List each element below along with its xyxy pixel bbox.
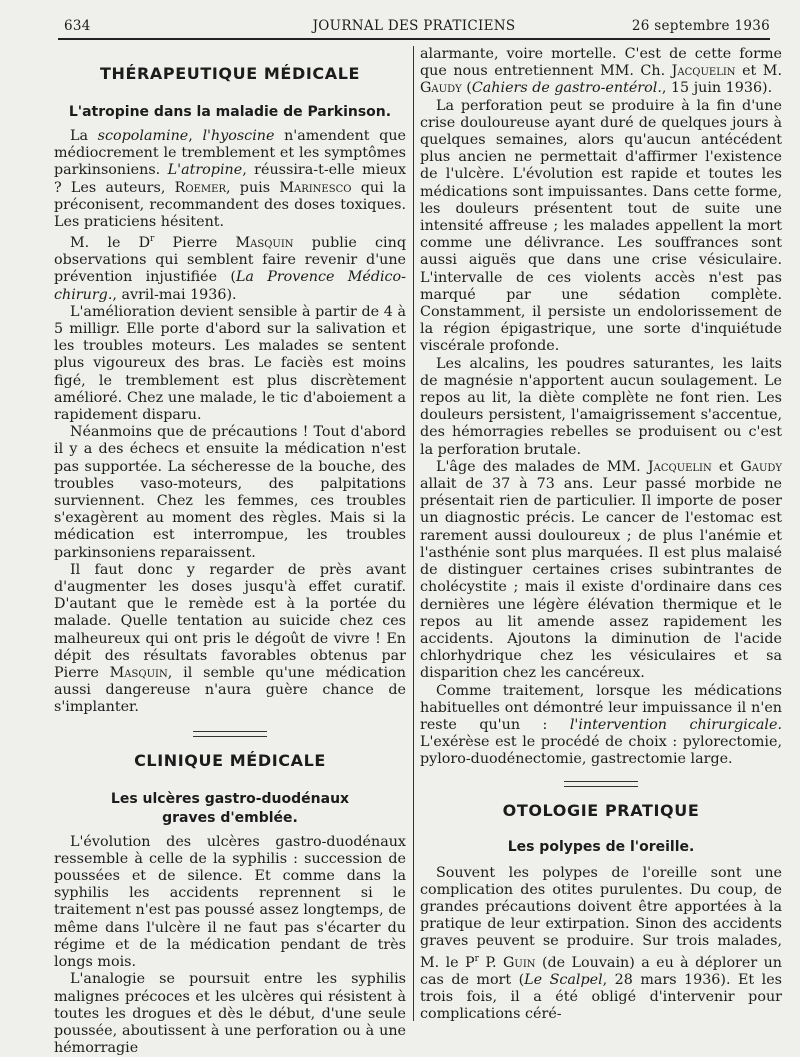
issue-date: 26 septembre 1936	[631, 18, 770, 34]
paragraph-continued: alarmante, voire mortelle. C'est de cette forme que nous entretiennent MM. Ch. Jacquelin et M. Gaudy (Cahiers de gastro-entérol., 15 juin 1936).	[420, 46, 782, 97]
paragraph: La scopolamine, l'hyoscine n'amendent que médiocrement le tremblement et les symptômes parkinsoniens. L'atropine, réussira-t-elle mieux ? Les auteurs, Roemer, puis Marinesco qui la préconisent, recommandent des doses toxiques. Les praticiens hésitent.	[54, 128, 407, 231]
paragraph: Les alcalins, les poudres saturantes, les laits de magnésie n'apportent aucun soulagement. Le repos au lit, la diète complète ne font rien. Les douleurs persistent, l'amaigrissement s'accentue, des hémorragies rebelles se produisent ou c'est la perforation brutale.	[420, 355, 782, 458]
article-title-ulceres: Les ulcères gastro-duodénaux graves d'emblée.	[110, 790, 350, 826]
paragraph: L'amélioration devient sensible à partir de 4 à 5 milligr. Elle porte d'abord sur la salivation et les troubles moteurs. Les malades se sentent plus vigoureux des bras. Le faciès est moins figé, le tremblement est plus discrètement amélioré. Chez une malade, le tic d'aboiement a rapidement disparu.	[54, 303, 406, 424]
paragraph: L'évolution des ulcères gastro-duodénaux ressemble à celle de la syphilis : succession de poussées et de silence. Et comme dans la syphilis les accidents reprennent si le traitement n'est pas poussé assez longtemps, de même dans l'ulcère il ne faut pas s'écarter du régime et de la médication pendant de très longs mois.	[54, 833, 406, 971]
paragraph: Comme traitement, lorsque les médications habituelles ont démontré leur impuissance il n'en reste qu'un : l'intervention chirurgicale. L'exérèse est le procédé de choix : pylorectomie, pyloro-duodénectomie, gastrectomie large.	[420, 682, 782, 768]
journal-title: JOURNAL DES PRATICIENS	[312, 18, 516, 34]
section-separator	[564, 781, 638, 787]
paragraph: Souvent les polypes de l'oreille sont une complication des otites purulentes. Du coup, de grandes précautions doivent être apportées à la pratique de leur extirpation. Sinon des accidents graves peuvent se produire. Sur trois malades, M. le $P^r$ P. Guin (de Louvain) a eu à déplorer un cas de mort (Le Scalpel, 28 mars 1936). Et les trois fois, il a été obligé d'intervenir pour complications céré-	[420, 864, 782, 1022]
header-rule	[58, 38, 770, 40]
article-title-polypes: Les polypes de l'oreille.	[507, 838, 695, 855]
paragraph: Néanmoins que de précautions ! Tout d'abord il y a des échecs et ensuite la médication n'est pas supportée. La sécheresse de la bouche, des troubles vaso-moteurs, des palpitations surviennent. Chez les femmes, ces troubles s'exagèrent au moment des règles. Mais si la médication est interrompue, les troubles parkinsoniens reparaissent.	[54, 424, 406, 561]
running-head	[58, 14, 770, 40]
section-title-therapeutique: THÉRAPEUTIQUE MÉDICALE	[99, 64, 361, 83]
section-separator	[193, 731, 267, 737]
paragraph: L'âge des malades de MM. Jacquelin et Gaudy allait de 37 à 73 ans. Leur passé morbide ne présentait rien de particulier. Il importe de poser un diagnostic précis. Le cancer de l'estomac est rarement aussi douloureux ; de plus l'anémie et l'asthénie sont plus marquées. Il est plus malaisé de distinguer certaines crises subintrantes de cholécystite ; mais il existe d'ordinaire dans ces dernières une légère élévation thermique et le repos au lit amende assez rapidement les accidents. Ajoutons la diminution de l'acide chlorhydrique chez les vésiculaires et sa disparition chez les cancéreux.	[420, 458, 783, 682]
paragraph: Il faut donc y regarder de près avant d'augmenter les doses jusqu'à effet curatif. D'autant que le remède est à la portée du malade. Quelle tentation au suicide chez ces malheureux qui ont pris le dégoût de vivre ! En dépit des résultats favorables obtenus par Pierre Masquin, il semble qu'une médication aussi dangereuse n'aura guère chance de s'implanter.	[54, 561, 406, 716]
section-title-otologie: OTOLOGIE PRATIQUE	[502, 800, 700, 820]
page-number: 634	[64, 18, 91, 34]
left-column	[54, 48, 406, 1057]
column-divider	[413, 46, 414, 1021]
paragraph: La perforation peut se produire à la fin d'une crise douloureuse ayant duré de quelques jours à quelques semaines, alors qu'aucun antécédent plus ancien ne permettait d'affirmer l'existence de l'ulcère. L'évolution est rapide et toutes les médications sont impuissantes. Dans cette forme, les douleurs présentent tout de suite une intensité affreuse ; les malades appellent la mort comme une délivrance. Les souffrances sont aussi aiguës que dans une crise vésiculaire. L'intervalle de ces violents accès n'est pas marqué par une sédation complète. Constamment, il persiste un endolorissement de la région épigastrique, une sorte d'inquiétude viscérale profonde.	[420, 97, 782, 355]
right-column	[420, 46, 782, 1023]
article-title-atropine: L'atropine dans la maladie de Parkinson.	[68, 104, 392, 120]
paragraph: L'analogie se poursuit entre les syphilis malignes précoces et les ulcères qui résistent à toutes les drogues et dès le début, d'une seule poussée, aboutissent à une perforation ou à une hémorragie	[54, 971, 406, 1057]
section-title-clinique: CLINIQUE MÉDICALE	[134, 750, 326, 770]
paragraph: M. le $D^r$ Pierre Masquin publie cinq observations qui semblent faire revenir d'une prévention injustifiée (La Provence Médico-chirurg., avril-mai 1936).	[54, 234, 406, 303]
